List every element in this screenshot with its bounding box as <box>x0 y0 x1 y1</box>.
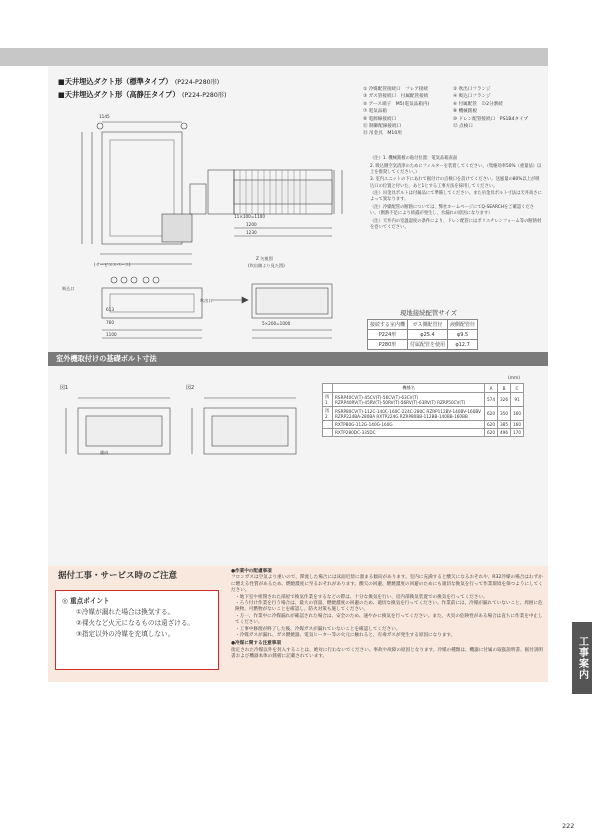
bolt-cell: 350 <box>498 407 511 421</box>
bolt-cell: RSRP80CV(T)-112C-140C-160C-224C-280C RZRP112BV-140BV-160BV RZRP224BA-280BA RXTP224G RZRP80BB-112BB-140BB-160BB <box>333 407 485 421</box>
dim-1100b: 1100 <box>106 332 117 337</box>
pipe-head-liquid: 液側配管径 <box>448 320 478 330</box>
duct-unit-drawing <box>52 104 362 344</box>
bolt-head-a: A <box>485 384 498 393</box>
pipe-cell: P224形 <box>368 330 408 340</box>
dim-1145: 1145 <box>99 114 110 119</box>
bolt-cell: 620 <box>485 407 498 421</box>
legend-item: ⑧ 機械銘板 <box>453 109 477 115</box>
table-row <box>323 407 524 421</box>
bolt-cell <box>323 421 333 429</box>
pipe-size-title: 現地接続配管サイズ <box>400 309 458 317</box>
legend-row <box>363 86 543 93</box>
pipe-head-unit: 接続する室内機 <box>368 320 408 330</box>
bolt-cell: 図1 <box>323 393 333 407</box>
key-points-title: ◎ 重点ポイント <box>62 597 110 605</box>
legend-row <box>363 93 543 100</box>
dim-1230: 1230 <box>246 230 257 235</box>
pipe-cell: φ9.5 <box>448 330 478 340</box>
bolt-cell: 326 <box>498 393 511 407</box>
bolt-head-c: C <box>511 384 524 393</box>
pipe-cell: φ12.7 <box>448 340 478 350</box>
key-points-box <box>55 590 219 670</box>
unit-mm: (mm) <box>508 376 520 381</box>
bolt-cell: 574 <box>485 393 498 407</box>
legend-item: ⑫ 点検口 <box>453 124 473 130</box>
key-point: ①冷媒が漏れた場合は換気する。 <box>76 608 175 616</box>
bolt-drawings <box>56 392 306 472</box>
hi-title-text: ■天井埋込ダクト形（高静圧タイプ） <box>58 90 180 99</box>
note-item: （注）吊金具ボルトは付属品にて準備してください。また吊金具ボルト寸法は天井高さによって異なります。 <box>370 191 542 203</box>
sidebar-tab: 工事案内 <box>572 622 592 694</box>
legend-item: ③ ガス管接続口 付属配管接続 <box>363 94 429 100</box>
bolt-head-b: B <box>498 384 511 393</box>
legend-row <box>363 101 543 108</box>
key-point: ②裸火など火元になるものは遠ざける。 <box>76 619 195 627</box>
caution-section2-head: ●冷媒に関する注意事項 <box>231 641 281 647</box>
notes <box>370 156 542 233</box>
bolt-cell: 91 <box>511 393 524 407</box>
dim-760: 760 <box>106 320 114 325</box>
bolt-cell: 170 <box>511 429 524 437</box>
bolt-cell: 385 <box>498 421 511 429</box>
dim-5x200: 5×200=1000 <box>262 321 291 326</box>
note-item: 2. 吸込側空気清浄のためにフィルターを装着してください。（集塵効率50%（重量法）以上を推奨してください。） <box>370 163 542 175</box>
legend-item: ⑥ 付属配管 Ｄ2分割続 <box>453 101 503 107</box>
pipe-head-gas: ガス側配管径 <box>408 320 448 330</box>
legend-item: ④ 吸込口フランジ <box>453 94 491 100</box>
wind-direction-label: 風向 <box>100 450 109 455</box>
z-view-label: Z 矢視図 <box>256 256 273 261</box>
key-point: ③指定以外の冷媒を充填しない。 <box>76 630 175 638</box>
bolt-cell: 160 <box>511 421 524 429</box>
top-band <box>0 48 548 66</box>
note-item: 3. 室内ユニットの下にあれて据付けの点検口を設けてください。送風量の80%以上が吸込口の位置と付いた、あと1とする工事方法を採用してください。 <box>370 177 540 189</box>
note-item: （注）天井内の室温湿度の条件により、ドレン配管にはポリエチレンフォーム等の断熱材を巻いてください。 <box>370 218 542 230</box>
pipe-size-table <box>367 319 478 350</box>
bolt-cell <box>323 429 333 437</box>
pipe-cell: 付属配管を使用 <box>408 340 448 350</box>
bolt-cell: 図2 <box>323 407 333 421</box>
legend-item: ⑨ 電源線接続口 <box>363 116 397 122</box>
fig1-label: 図1 <box>60 385 69 391</box>
dim-1100: 11×100=1100 <box>234 214 265 219</box>
legend-item: ① 冷媒配管接続口 フレア接続 <box>363 87 429 92</box>
caution-bullet: ・工事中修理が終了した後、冷媒ガスが漏れていないことを確認してください。 <box>235 626 401 632</box>
legend-row <box>363 108 543 115</box>
dim-1200: 1200 <box>246 222 257 227</box>
bolt-cell: RSRP40CV(T)-45CV(T)-56CV(T)-63CV(T) RZRP40RV(T)-45RV(T)-50RV(T)-56RV(T)-63RV(T) RZRP50CV(T) <box>333 393 485 407</box>
page-number: 222 <box>562 822 575 830</box>
bolt-head-model: 機種名 <box>333 384 485 393</box>
std-title <box>58 77 219 87</box>
caution-text <box>231 569 543 661</box>
table-row <box>368 340 478 350</box>
caution-section2-text: 指定された冷媒以外を封入することは、絶対に行わないでください。事故や故障の原因となります。冷媒の種類は、機器に付属の取扱説明書、据付説明書および機器本体の銘板に記載されています。 <box>231 647 544 660</box>
parts-legend <box>363 86 543 138</box>
std-range: (P224-P280形) <box>174 79 220 86</box>
outlet-label: 吹出口 <box>200 298 213 303</box>
bolt-cell: 620 <box>485 429 498 437</box>
bolt-cell: RXTP280DC-335DC <box>333 429 485 437</box>
legend-item <box>453 130 543 137</box>
legend-item: ⑩ ドレン配管接続口 PS1B4タイプ <box>453 116 529 122</box>
legend-item: ② 吹出口フランジ <box>453 87 491 92</box>
pipe-cell: φ25.4 <box>408 330 448 340</box>
legend-item: ⑬ 吊金具 M10用 <box>363 131 402 137</box>
legend-item: ⑪ 制御配線接続口 <box>363 124 402 130</box>
dim-613: 613 <box>106 307 114 312</box>
fig2-label: 図2 <box>186 385 195 391</box>
bolt-cell: 620 <box>485 421 498 429</box>
caution-title: 据付工事・サービス時のご注意 <box>58 571 178 581</box>
table-row <box>323 429 524 437</box>
table-row <box>323 421 524 429</box>
legend-row <box>363 130 543 137</box>
note-item: （注）冷媒配管の断熱については、弊社ホームページにてQ-SEARCHをご確認ください。（断熱不足により結露が発生し、水漏れの原因になります） <box>370 205 535 217</box>
bolt-head-fig <box>323 384 333 393</box>
z-view-caption: (吹出側より見た図) <box>248 263 285 268</box>
bolt-section-title: 室外機取付けの基礎ボルト寸法 <box>48 352 548 366</box>
caution-bullet: ・万一、作業中に冷媒漏れが確認された場合は、安全のため、速やかに換気を行ってください。また、火災の危険性がある場合は直ちに作業を中止してください。 <box>235 613 543 626</box>
hi-title <box>58 90 226 100</box>
caution-bullet: ・地下室や密閉された部屋で換気作業をするなどの際は、十分な換気を行い、房内部換気装置での換気を行ってください。 <box>235 594 488 600</box>
legend-row <box>363 123 543 130</box>
legend-item: ⑤ アース端子 M5(電気品箱内) <box>363 101 430 107</box>
bolt-cell: 496 <box>498 429 511 437</box>
pipe-cell: P280形 <box>368 340 408 350</box>
caution-bullet: ・ろう付け作業を行う場合は、最大の容量、燃焼濃度の回避のため、適切な換気を行ってください。作業前には、冷媒が漏れていないこと、周囲に危険物、可燃物がないことを確認し、防火対策も施してください。 <box>235 601 543 613</box>
caution-section1-text: フロンガスは空気より重いので、滞流した場合には床面近傍に溜まる傾向があります。室内に充満すると酸欠になるおそれや、R32冷媒の場合はわずかに燃える性質があるため、燃焼濃度に至るおそれがあります。酸欠の回避、燃焼濃度の回避のためにも適切な換気を行って作業環境を保つようにしてください。 <box>231 575 543 594</box>
pipe-table-header <box>368 320 478 330</box>
bolt-table-header <box>323 384 524 393</box>
bolt-cell: RXTP80G-112G-140G-160G <box>333 421 485 429</box>
table-row <box>368 330 478 340</box>
note-item: （注）1. 機械銘板の貼付位置：電気品箱表面 <box>370 156 458 161</box>
hi-range: (P224-P280形) <box>182 92 227 99</box>
std-title-text: ■天井埋込ダクト形（標準タイプ） <box>58 77 173 86</box>
table-row <box>323 393 524 407</box>
service-space: (サービススペース) <box>94 262 131 267</box>
legend-row <box>363 116 543 123</box>
suction-label: 吸込口 <box>62 286 75 291</box>
bolt-cell: 160 <box>511 407 524 421</box>
legend-item: ⑦ 電気品箱 <box>363 109 387 115</box>
bolt-table <box>322 383 524 437</box>
caution-bullet: ・冷媒ガスが漏れ、ガス燃焼器、電気ヒーター等の火元に触れると、有毒ガスが発生する原因になります。 <box>235 633 456 639</box>
caution-section1-head: ●作業中の配慮事項 <box>231 569 272 574</box>
